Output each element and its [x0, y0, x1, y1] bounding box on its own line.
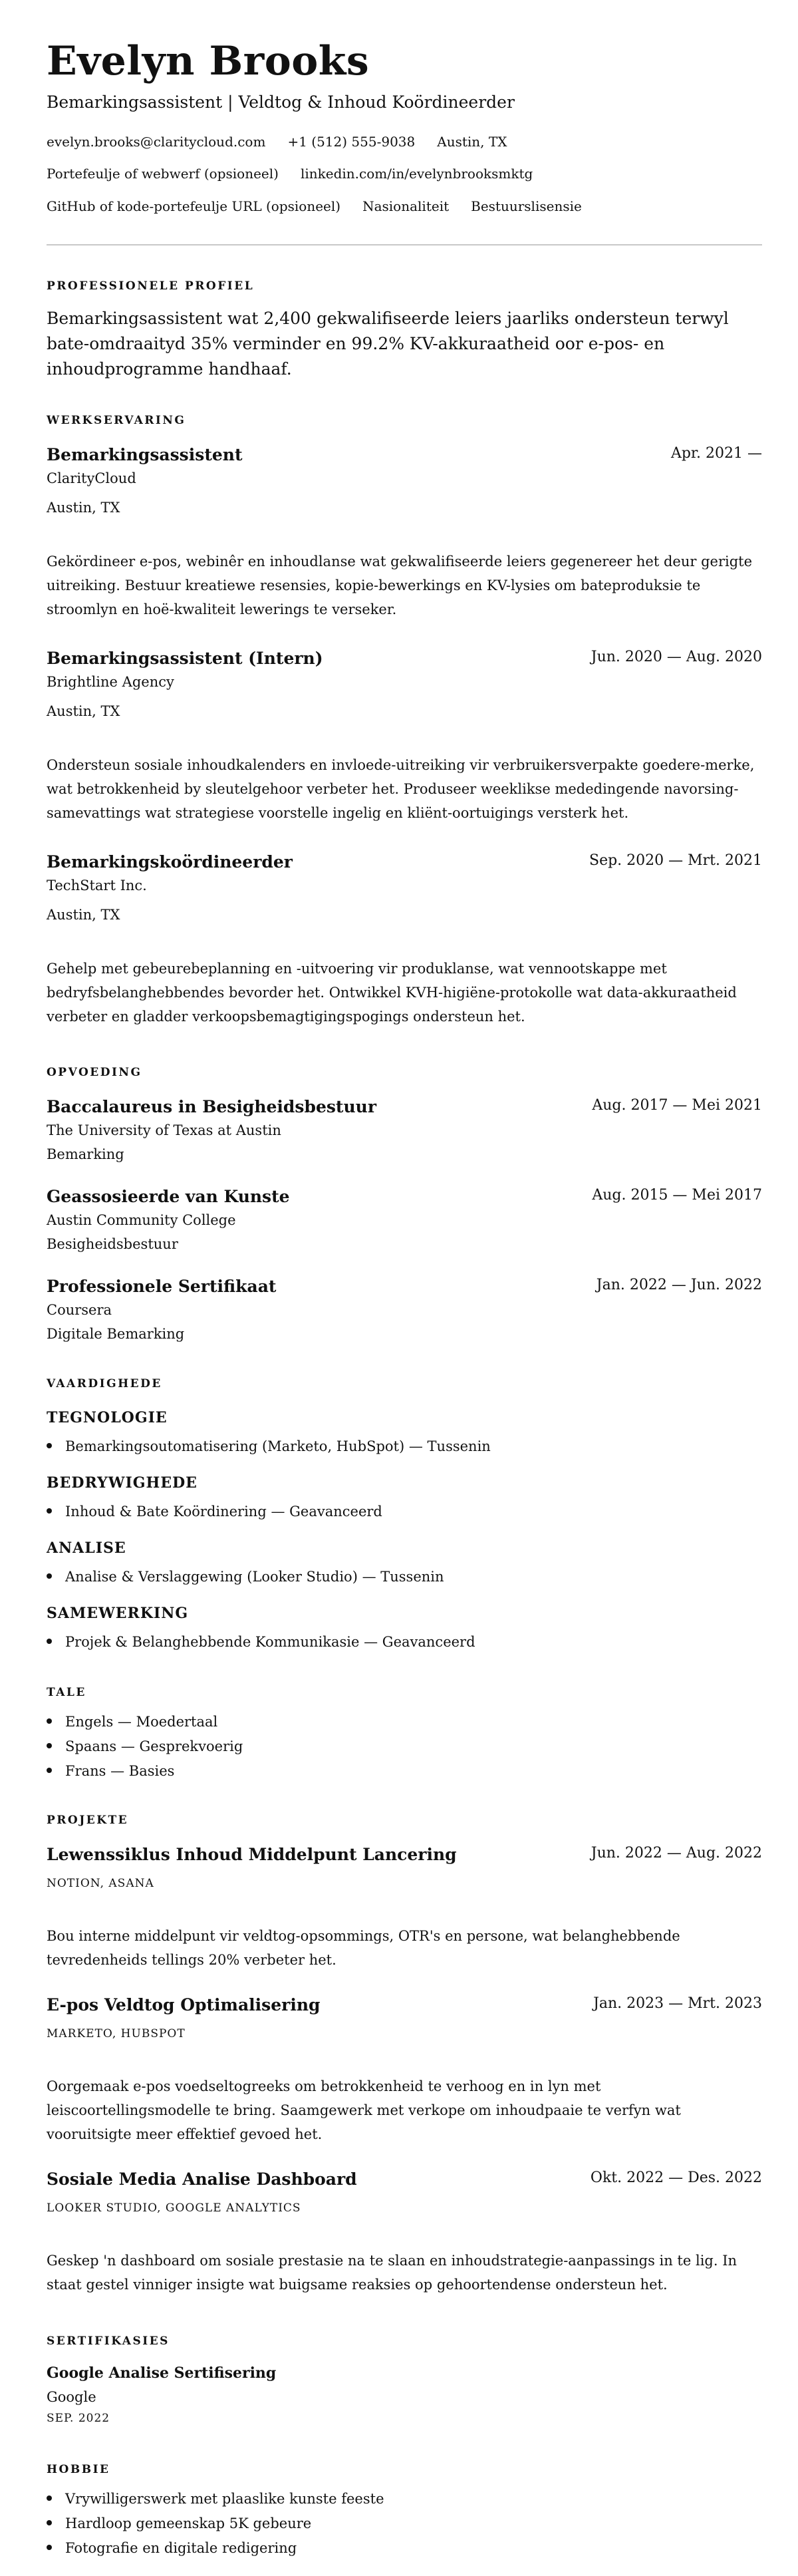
bullet-icon [47, 2545, 52, 2550]
degree-title: Geassosieerde van Kunste [47, 1187, 290, 1206]
job-title: Bemarkingsassistent [47, 445, 243, 464]
bullet-icon [47, 1573, 52, 1579]
section-heading-projects: PROJEKTE [47, 1814, 129, 1827]
degree-title: Professionele Sertifikaat [47, 1277, 277, 1296]
location: Austin, TX [437, 134, 507, 150]
project-date: Okt. 2022 — Des. 2022 [590, 2170, 762, 2186]
project-title: E-pos Veldtog Optimalisering [47, 1995, 321, 2014]
job-date: Apr. 2021 — [670, 445, 762, 462]
bullet-icon [47, 2496, 52, 2501]
section-heading-languages: TALE [47, 1686, 86, 1699]
section-heading-education: OPVOEDING [47, 1066, 142, 1079]
project-date: Jun. 2022 — Aug. 2022 [591, 1845, 762, 1861]
school-name: Coursera [47, 1302, 112, 1318]
project-tools: LOOKER STUDIO, GOOGLE ANALYTICS [47, 2201, 301, 2215]
degree-date: Aug. 2017 — Mei 2021 [592, 1097, 762, 1114]
bullet-icon [47, 1718, 52, 1724]
degree-date: Aug. 2015 — Mei 2017 [592, 1187, 762, 1204]
job-title: Bemarkingsassistent (Intern) [47, 649, 323, 668]
job-location: Austin, TX [47, 703, 120, 719]
job-description: Ondersteun sosiale inhoudkalenders en invloede-uitreiking vir verbruikersverpakte goedere-merke, wat betrokkenheid by sleutelgehoor verbeter het. Produseer weeklikse mededingende navorsing-samevattings wat strategiese voorstelle ingelig en kliënt-oortuigings versterk het. [47, 757, 755, 821]
bullet-icon [47, 2520, 52, 2525]
contact-row [47, 132, 529, 151]
profile-summary: Bemarkingsassistent wat 2,400 gekwalifiseerde leiers jaarliks ondersteun terwyl bate-omdraaityd 35% verminder en 99.2% KV-akkuraatheid oor e-pos- en inhoudprogramme handhaaf. [47, 309, 729, 379]
email-link[interactable]: evelyn.brooks@claritycloud.com [47, 134, 266, 150]
project-description: Oorgemaak e-pos voedseltogreeks om betrokkenheid te verhoog en in lyn met leiscoortellingsmodelle te bring. Saamgewerk met verkope om inhoudpaaie te verfyn wat vooruitsigte meer effektief gevoed het. [47, 2078, 681, 2142]
contact-row [47, 197, 604, 216]
github-link[interactable]: GitHub of kode-portefeulje URL (opsioneel) [47, 198, 341, 214]
skill-group-title: TEGNOLOGIE [47, 1409, 168, 1426]
linkedin-link[interactable]: linkedin.com/in/evelynbrooksmktg [300, 166, 533, 182]
certification-issuer: Google [47, 2389, 96, 2405]
job-location: Austin, TX [47, 500, 120, 516]
bullet-icon [47, 1508, 52, 1514]
section-heading-certifications: SERTIFIKASIES [47, 2334, 170, 2348]
bullet-icon [47, 1768, 52, 1773]
field-of-study: Bemarking [47, 1146, 124, 1162]
skill-group-title: BEDRYWIGHEDE [47, 1474, 198, 1492]
job-company: ClarityCloud [47, 470, 136, 486]
job-date: Jun. 2020 — Aug. 2020 [591, 649, 762, 665]
bullet-icon [47, 1639, 52, 1644]
field-of-study: Besigheidsbestuur [47, 1236, 178, 1252]
phone-number: +1 (512) 555-9038 [287, 134, 416, 150]
bullet-icon [47, 1743, 52, 1748]
job-location: Austin, TX [47, 907, 120, 923]
certification-name: Google Analise Sertifisering [47, 2364, 277, 2382]
drivers-license: Bestuurslisensie [471, 198, 582, 214]
portfolio-link[interactable]: Portefeulje of webwerf (opsioneel) [47, 166, 279, 182]
skill-group-title: ANALISE [47, 1539, 126, 1557]
job-description: Gehelp met gebeurebeplanning en -uitvoering vir produklanse, wat vennootskappe met bedryfsbelanghebbendes bevorder het. Ontwikkel KVH-higiëne-protokolle wat data-akkuraatheid verbeter en gladder verkoopsbemagtigingspogings ondersteun het. [47, 961, 737, 1025]
job-date: Sep. 2020 — Mrt. 2021 [589, 852, 762, 869]
section-heading-experience: WERKSERVARING [47, 414, 186, 427]
project-title: Sosiale Media Analise Dashboard [47, 2170, 357, 2189]
header-divider [47, 244, 762, 245]
nationality: Nasionaliteit [362, 198, 450, 214]
job-company: TechStart Inc. [47, 878, 147, 893]
certification-date: SEP. 2022 [47, 2412, 110, 2425]
field-of-study: Digitale Bemarking [47, 1326, 185, 1342]
project-title: Lewenssiklus Inhoud Middelpunt Lancering [47, 1845, 457, 1864]
contact-row [47, 164, 555, 183]
section-heading-profile: PROFESSIONELE PROFIEL [47, 279, 255, 293]
project-date: Jan. 2023 — Mrt. 2023 [593, 1995, 762, 2012]
school-name: Austin Community College [47, 1212, 236, 1228]
section-heading-skills: VAARDIGHEDE [47, 1377, 162, 1390]
degree-date: Jan. 2022 — Jun. 2022 [596, 1277, 762, 1293]
job-description: Gekördineer e-pos, webinêr en inhoudlanse wat gekwalifiseerde leiers gegenereer het deur gerigte uitreiking. Bestuur kreatiewe resensies, kopie-bewerkings en KV-lysies om bateproduksie te stroomlyn en hoë-kwaliteit lewerings te verseker. [47, 554, 753, 617]
school-name: The University of Texas at Austin [47, 1122, 281, 1138]
resume-page: Evelyn Brooks Bemarkingsassistent | Veldtog & Inhoud Koördineerder evelyn.brooks@claritycloud.com +1 (512) 555-9038 Austin, TX Portefeulje of webwerf (opsioneel) linkedin.com/in/evelynbrooksmktg GitHub of kode-portefeulje URL (opsioneel) Nasionaliteit Bestuurslisensie PROFESSIONELE PROFIEL Bemarkingsassistent wat 2,400 gekwalifiseerde leiers jaarliks ondersteun terwyl bate-omdraaityd 35% verminder en 99.2% KV-akkuraatheid oor e-pos- en inhoudprogramme handhaaf. WERKSERVARING Bemarkingsassistent Apr. 2021 — ClarityCloud Austin, TX Gekördineer e-pos, webinêr en inhoudlanse wat gekwalifiseerde leiers gegenereer het deur gerigte uitreiking. Bestuur kreatiewe resensies, kopie-bewerkings en KV-lysies om bateproduksie te stroomlyn en hoë-kwaliteit lewerings te verseker. Bemarkingsassistent (Intern) Jun. 2020 — Aug. 2020 Brightline Agency Austin, TX Ondersteun sosiale inhoudkalenders en invloede-uitreiking vir verbruikersverpakte goedere-merke, wat betrokkenheid by sleutelgehoor verbeter het. Produseer weeklikse mededingende navorsing-samevattings wat strategiese voorstelle ingelig en kliënt-oortuigings versterk het. Bemarkingskoördineerder Sep. 2020 — Mrt. 2021 TechStart Inc. Austin, TX Gehelp met gebeurebeplanning en -uitvoering vir produklanse, wat vennootskappe met bedryfsbelanghebbendes bevorder het. Ontwikkel KVH-higiëne-protokolle wat data-akkuraatheid verbeter en gladder verkoopsbemagtigingspogings ondersteun het. OPVOEDING Baccalaureus in Besigheidsbestuur Aug. 2017 — Mei 2021 The University of Texas at Austin Bemarking Geassosieerde van Kunste Aug. 2015 — Mei 2017 Austin Community College Besigheidsbestuur Professionele Sertifikaat Jan. 2022 — Jun. 2022 Coursera Digitale Bemarking VAARDIGHEDE TEGNOLOGIE Bemarkingsoutomatisering (Marketo, HubSpot) — Tussenin BEDRYWIGHEDE Inhoud & Bate Koördinering — Geavanceerd ANALISE Analise & Verslaggewing (Looker Studio) — Tussenin SAMEWERKING Projek & Belanghebbende Kommunikasie — Geavanceerd TALE Engels — Moedertaal Spaans — Gesprekvoerig Frans — Basies PROJEKTE Lewenssiklus Inhoud Middelpunt Lancering Jun. 2022 — Aug. 2022 NOTION, ASANA Bou interne middelpunt vir veldtog-opsommings, OTR's en persone, wat belanghebbende tevredenheids tellings 20% verbeter het. E-pos Veldtog Optimalisering Jan. 2023 — Mrt. 2023 MARKETO, HUBSPOT Oorgemaak e-pos voedseltogreeks om betrokkenheid te verhoog en in lyn met leiscoortellingsmodelle te bring. Saamgewerk met verkope om inhoudpaaie te verfyn wat vooruitsigte meer effektief gevoed het. Sosiale Media Analise Dashboard Okt. 2022 — Des. 2022 LOOKER STUDIO, GOOGLE ANALYTICS Geskep 'n dashboard om sosiale prestasie na te slaan en inhoudstrategie-aanpassings in te lig. In staat gestel vinniger insigte wat buigsame reaksies op gehoortendense ondersteun het. SERTIFIKASIES Google Analise Sertifisering Google SEP. 2022 HOBBIE Vrywilligerswerk met plaaslike kunste feeste Hardloop gemeenskap 5K gebeure Fotografie en digitale redigering [0, 0, 798, 2576]
job-company: Brightline Agency [47, 674, 174, 690]
resume-subtitle: Bemarkingsassistent | Veldtog & Inhoud Koördineerder [47, 92, 515, 112]
bullet-icon [47, 1443, 52, 1448]
project-tools: NOTION, ASANA [47, 1877, 154, 1890]
resume-name: Evelyn Brooks [47, 38, 370, 84]
project-description: Bou interne middelpunt vir veldtog-opsommings, OTR's en persone, wat belanghebbende tevredenheids tellings 20% verbeter het. [47, 1928, 680, 1968]
skill-group-title: SAMEWERKING [47, 1605, 189, 1622]
section-heading-hobbies: HOBBIE [47, 2463, 110, 2476]
project-tools: MARKETO, HUBSPOT [47, 2027, 186, 2040]
degree-title: Baccalaureus in Besigheidsbestuur [47, 1097, 377, 1116]
project-description: Geskep 'n dashboard om sosiale prestasie na te slaan en inhoudstrategie-aanpassings in te lig. In staat gestel vinniger insigte wat buigsame reaksies op gehoortendense ondersteun het. [47, 2253, 737, 2293]
job-title: Bemarkingskoördineerder [47, 852, 293, 872]
